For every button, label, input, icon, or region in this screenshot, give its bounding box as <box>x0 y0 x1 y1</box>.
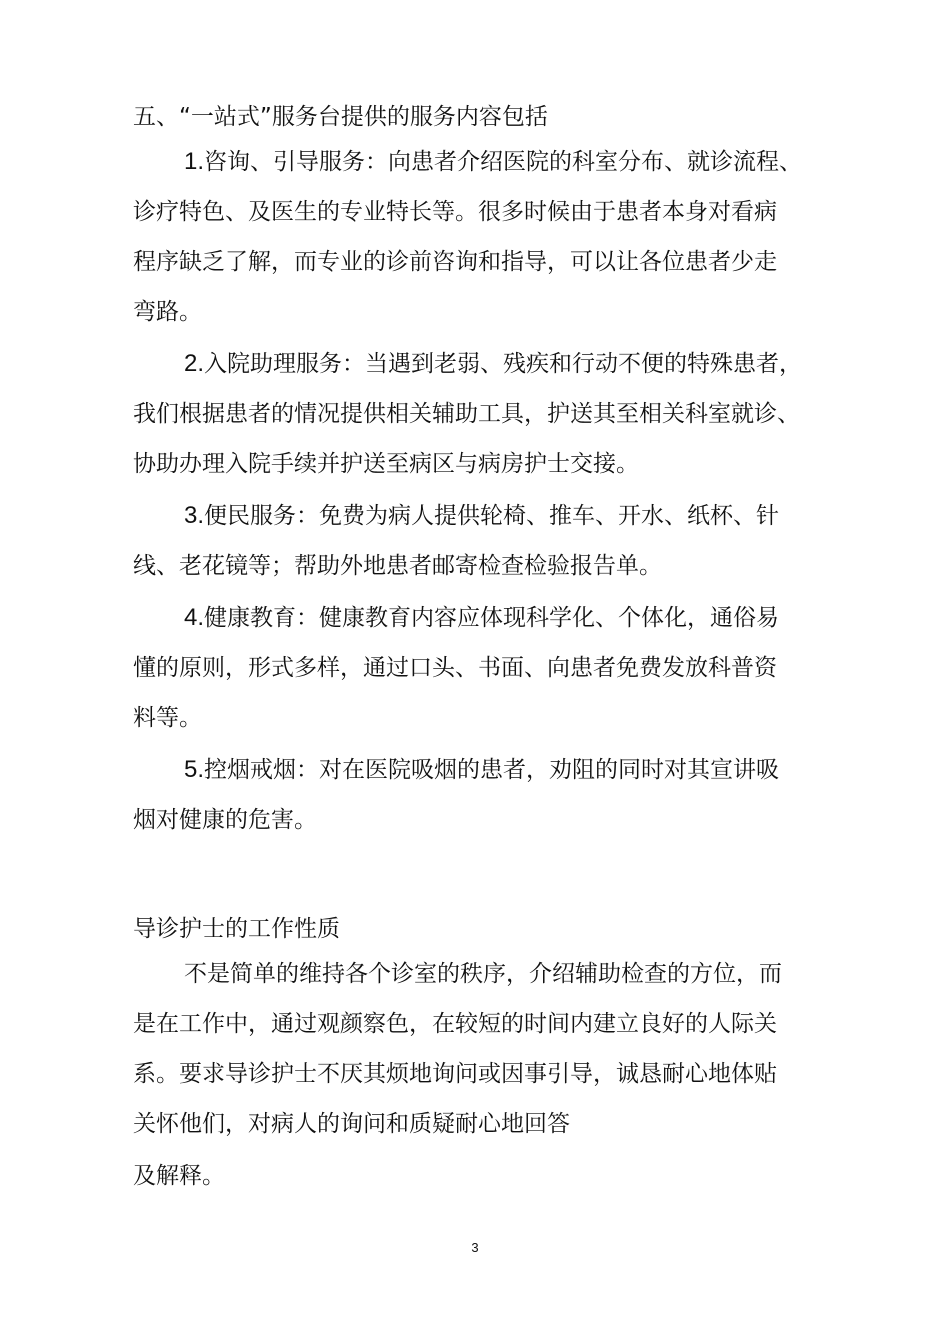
item-text: 便民服务：免费为病人提供轮椅、推车、开水、纸杯、针 <box>204 503 780 529</box>
page-number: 3 <box>471 1240 479 1255</box>
paragraph-line-2: 是在工作中，通过观颜察色，在较短的时间内建立良好的人际关 <box>133 1011 777 1037</box>
item-text: 咨询、引导服务：向患者介绍医院的科室分布、就诊流程、 <box>204 149 803 175</box>
list-item-3-line-2: 线、老花镜等；帮助外地患者邮寄检查检验报告单。 <box>133 553 662 579</box>
list-item-2-line-1 <box>184 349 802 379</box>
section-heading: 五、“一站式”服务台提供的服务内容包括 <box>133 104 548 130</box>
list-item-3-line-1 <box>184 501 779 531</box>
list-item-4-line-1 <box>184 603 779 633</box>
list-item-4-line-2: 懂的原则，形式多样，通过口头、书面、向患者免费发放科普资 <box>133 655 777 681</box>
list-item-1-line-1 <box>184 147 802 177</box>
list-item-1-line-2: 诊疗特色、及医生的专业特长等。很多时候由于患者本身对看病 <box>133 199 777 225</box>
item-number: 3. <box>184 502 205 529</box>
list-item-2-line-2: 我们根据患者的情况提供相关辅助工具，护送其至相关科室就诊、 <box>133 401 800 427</box>
section-heading-2: 导诊护士的工作性质 <box>133 916 340 942</box>
list-item-2-line-3: 协助办理入院手续并护送至病区与病房护士交接。 <box>133 451 639 477</box>
list-item-4-line-3: 料等。 <box>133 705 202 731</box>
paragraph-line-3: 系。要求导诊护士不厌其烦地询问或因事引导，诚恳耐心地体贴 <box>133 1061 777 1087</box>
paragraph-line-1: 不是简单的维持各个诊室的秩序，介绍辅助检查的方位，而 <box>184 961 782 987</box>
list-item-5-line-2: 烟对健康的危害。 <box>133 807 317 833</box>
item-text: 入院助理服务：当遇到老弱、残疾和行动不便的特殊患者， <box>204 351 803 377</box>
item-text: 健康教育：健康教育内容应体现科学化、个体化，通俗易 <box>204 605 780 631</box>
list-item-1-line-4: 弯路。 <box>133 299 202 325</box>
item-text: 控烟戒烟：对在医院吸烟的患者，劝阻的同时对其宣讲吸 <box>204 757 780 783</box>
item-number: 1. <box>184 148 205 175</box>
item-number: 4. <box>184 604 205 631</box>
paragraph-line-5: 及解释。 <box>133 1163 225 1189</box>
list-item-5-line-1 <box>184 755 779 785</box>
list-item-1-line-3: 程序缺乏了解，而专业的诊前咨询和指导，可以让各位患者少走 <box>133 249 777 275</box>
paragraph-line-4: 关怀他们，对病人的询问和质疑耐心地回答 <box>133 1111 570 1137</box>
item-number: 5. <box>184 756 205 783</box>
item-number: 2. <box>184 350 205 377</box>
